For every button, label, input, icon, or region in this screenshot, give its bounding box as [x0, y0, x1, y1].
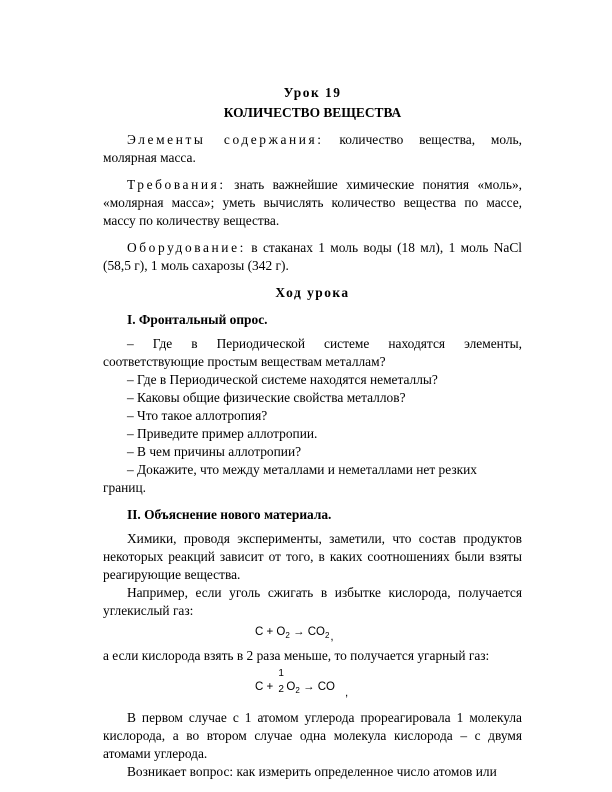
equation-co — [255, 669, 522, 699]
requirements-text: знать важнейшие химические понятия «моль», «молярная масса»; уметь вычислять количество вещества по массе, массу по количеству вещества. — [103, 177, 522, 228]
equation-co-arrow: → CO — [299, 681, 335, 694]
question-item: – Где в Периодической системе находятся неметаллы? — [127, 372, 438, 387]
equation-co-left: C + — [255, 681, 277, 694]
question-item: – В чем причины аллотропии? — [127, 444, 302, 459]
content-elements-label: Элементы содержания: — [127, 132, 324, 147]
equipment-label: Оборудование: — [127, 240, 246, 255]
course-heading: Ход урока — [275, 285, 350, 300]
paragraph-example: Например, если уголь сжигать в избытке кислорода, получается углекислый газ: — [103, 585, 522, 618]
question-item: – Приведите пример аллотропии. — [127, 426, 318, 441]
equation-co2-left: C + O — [255, 626, 286, 638]
questions-list — [103, 335, 522, 497]
requirements-label: Требования: — [127, 177, 226, 192]
paragraph-question: Возникает вопрос: как измерить определенное число атомов или — [127, 764, 497, 779]
document-page — [103, 84, 522, 781]
content-elements-paragraph — [103, 131, 522, 167]
question-item: – Что такое аллотропия? — [127, 408, 268, 423]
equation-co2-comma: , — [330, 631, 334, 643]
paragraph-chemists: Химики, проводя эксперименты, заметили, что состав продуктов некоторых реакций зависит от того, в каких соотношениях были взяты реагирующие вещества. — [103, 531, 522, 582]
equation-co-oxygen-subscript: 2 — [295, 686, 300, 696]
paragraph-less-oxygen: а если кислорода взять в 2 раза меньше, то получается угарный газ: — [103, 648, 490, 663]
equation-co2-left-subscript: 2 — [285, 631, 290, 640]
paragraph-comparison: В первом случае с 1 атомом углерода прореагировала 1 молекула кислорода, а во втором случае одна молекула кислорода – с двумя атомами углерода. — [103, 710, 522, 761]
equation-co-comma: , — [344, 687, 349, 700]
lesson-title: КОЛИЧЕСТВО ВЕЩЕСТВА — [223, 105, 402, 120]
equipment-text: в стаканах 1 моль воды (18 мл), 1 моль NaCl (58,5 г), 1 моль сахарозы (342 г). — [103, 240, 522, 273]
equation-co2 — [255, 623, 522, 645]
question-item: – Где в Периодической системе находятся элементы, соответствующие простым веществам металлам? — [103, 336, 522, 369]
content-elements-text: количество вещества, моль, молярная масса. — [103, 132, 522, 165]
section2-heading: II. Объяснение нового материала. — [127, 507, 332, 522]
fraction-denominator: 2 — [278, 684, 284, 695]
equation-co2-right-subscript: 2 — [324, 631, 330, 640]
equation-co2-arrow: → CO — [289, 626, 325, 638]
fraction-numerator: 1 — [278, 668, 284, 679]
requirements-paragraph — [103, 176, 522, 230]
equation-co-oxygen: O — [286, 681, 296, 694]
question-item: – Каковы общие физические свойства металлов? — [127, 390, 406, 405]
section1-heading: I. Фронтальный опрос. — [127, 312, 268, 327]
equipment-paragraph — [103, 239, 522, 275]
lesson-number: Урок 19 — [283, 85, 342, 100]
fraction-one-half — [276, 669, 286, 693]
question-item: – Докажите, что между металлами и неметаллами нет резких границ. — [103, 462, 477, 495]
